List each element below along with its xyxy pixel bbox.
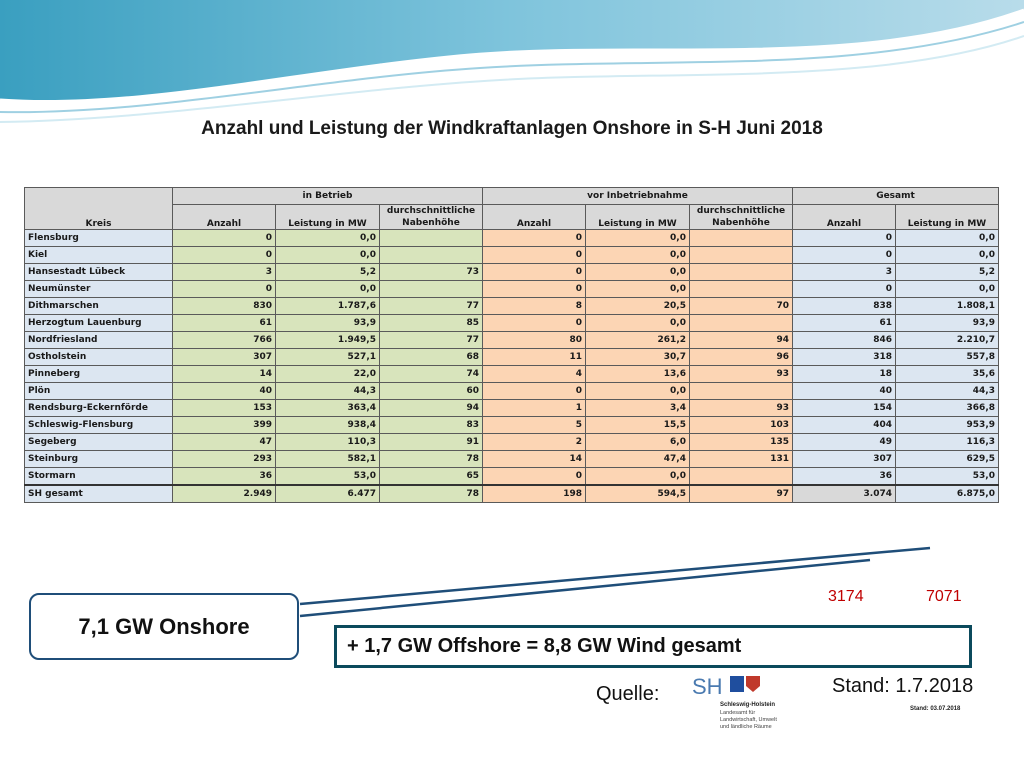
value-cell: 0 <box>793 247 896 264</box>
value-cell: 2 <box>483 434 586 451</box>
value-cell: 629,5 <box>896 451 999 468</box>
value-cell: 93,9 <box>896 315 999 332</box>
value-cell: 47,4 <box>586 451 690 468</box>
value-cell: 6.477 <box>276 485 380 503</box>
logo-org-line3: und ländliche Räume <box>720 724 772 730</box>
value-cell: 0,0 <box>896 247 999 264</box>
value-cell: 0,0 <box>586 264 690 281</box>
value-cell: 5,2 <box>896 264 999 281</box>
source-label: Quelle: <box>596 683 660 705</box>
onshore-summary-box <box>29 593 299 660</box>
value-cell: 103 <box>690 417 793 434</box>
table-row <box>25 315 999 332</box>
value-cell: 766 <box>173 332 276 349</box>
value-cell: 594,5 <box>586 485 690 503</box>
kreis-cell: SH gesamt <box>25 485 173 503</box>
value-cell: 40 <box>793 383 896 400</box>
value-cell: 91 <box>380 434 483 451</box>
table-row <box>25 451 999 468</box>
corrected-leistung: 7071 <box>926 588 962 605</box>
value-cell: 846 <box>793 332 896 349</box>
value-cell: 0 <box>173 281 276 298</box>
value-cell: 131 <box>690 451 793 468</box>
value-cell: 0 <box>483 468 586 486</box>
value-cell: 6,0 <box>586 434 690 451</box>
col-header: durchschnittliche Nabenhöhe <box>690 205 793 230</box>
value-cell: 70 <box>690 298 793 315</box>
col-header: durchschnittliche Nabenhöhe <box>380 205 483 230</box>
value-cell: 49 <box>793 434 896 451</box>
value-cell: 0 <box>173 247 276 264</box>
value-cell: 0 <box>483 315 586 332</box>
logo-org-line1: Landesamt für <box>720 710 756 716</box>
stand-date: Stand: 1.7.2018 <box>832 675 974 697</box>
value-cell: 36 <box>793 468 896 486</box>
table-row <box>25 366 999 383</box>
value-cell: 0 <box>483 264 586 281</box>
kreis-cell: Neumünster <box>25 281 173 298</box>
value-cell: 14 <box>483 451 586 468</box>
value-cell: 0 <box>793 281 896 298</box>
value-cell: 2.949 <box>173 485 276 503</box>
col-header: Anzahl <box>793 205 896 230</box>
kreis-cell: Nordfriesland <box>25 332 173 349</box>
value-cell: 36 <box>173 468 276 486</box>
kreis-cell: Herzogtum Lauenburg <box>25 315 173 332</box>
value-cell: 40 <box>173 383 276 400</box>
table-row <box>25 247 999 264</box>
value-cell: 135 <box>690 434 793 451</box>
logo-org-name: Schleswig-Holstein <box>720 702 776 708</box>
table-row <box>25 349 999 366</box>
table-row <box>25 230 999 247</box>
value-cell: 13,6 <box>586 366 690 383</box>
value-cell: 5,2 <box>276 264 380 281</box>
value-cell: 78 <box>380 485 483 503</box>
value-cell: 110,3 <box>276 434 380 451</box>
table-row <box>25 434 999 451</box>
kreis-cell: Schleswig-Flensburg <box>25 417 173 434</box>
value-cell: 60 <box>380 383 483 400</box>
kreis-cell: Segeberg <box>25 434 173 451</box>
table-row <box>25 383 999 400</box>
table-row <box>25 298 999 315</box>
value-cell: 0,0 <box>586 281 690 298</box>
value-cell: 366,8 <box>896 400 999 417</box>
value-cell: 73 <box>380 264 483 281</box>
value-cell: 96 <box>690 349 793 366</box>
kreis-cell: Rendsburg-Eckernförde <box>25 400 173 417</box>
value-cell: 0 <box>483 383 586 400</box>
value-cell: 293 <box>173 451 276 468</box>
value-cell: 14 <box>173 366 276 383</box>
value-cell: 94 <box>380 400 483 417</box>
value-cell: 1.949,5 <box>276 332 380 349</box>
value-cell: 0 <box>483 247 586 264</box>
value-cell: 3.074 <box>793 485 896 503</box>
value-cell: 0,0 <box>586 247 690 264</box>
value-cell: 153 <box>173 400 276 417</box>
value-cell: 47 <box>173 434 276 451</box>
value-cell: 0,0 <box>586 383 690 400</box>
value-cell: 18 <box>793 366 896 383</box>
page-title: Anzahl und Leistung der Windkraftanlagen Onshore in S-H Juni 2018 <box>201 118 823 139</box>
value-cell: 0 <box>173 230 276 247</box>
value-cell: 1.787,6 <box>276 298 380 315</box>
value-cell: 399 <box>173 417 276 434</box>
value-cell: 53,0 <box>276 468 380 486</box>
value-cell <box>380 247 483 264</box>
value-cell: 2.210,7 <box>896 332 999 349</box>
kreis-cell: Ostholstein <box>25 349 173 366</box>
kreis-cell: Pinneberg <box>25 366 173 383</box>
col-header: Leistung in MW <box>586 205 690 230</box>
kreis-cell: Dithmarschen <box>25 298 173 315</box>
value-cell: 93 <box>690 400 793 417</box>
value-cell: 307 <box>793 451 896 468</box>
value-cell: 30,7 <box>586 349 690 366</box>
value-cell: 0 <box>483 281 586 298</box>
table-row <box>25 264 999 281</box>
value-cell <box>380 230 483 247</box>
value-cell: 74 <box>380 366 483 383</box>
value-cell <box>690 264 793 281</box>
value-cell: 0,0 <box>276 281 380 298</box>
value-cell: 53,0 <box>896 468 999 486</box>
onshore-label: 7,1 GW Onshore <box>78 613 250 639</box>
table-row <box>25 400 999 417</box>
value-cell: 953,9 <box>896 417 999 434</box>
value-cell <box>690 230 793 247</box>
kreis-cell: Kiel <box>25 247 173 264</box>
value-cell: 582,1 <box>276 451 380 468</box>
kreis-cell: Stormarn <box>25 468 173 486</box>
col-header-kreis: Kreis <box>25 188 173 230</box>
logo-sh-text: SH <box>692 674 723 699</box>
col-header: Leistung in MW <box>276 205 380 230</box>
value-cell: 0,0 <box>586 230 690 247</box>
group-header-vor-inbetriebnahme: vor Inbetriebnahme <box>483 188 793 205</box>
col-header: Leistung in MW <box>896 205 999 230</box>
value-cell: 93 <box>690 366 793 383</box>
value-cell: 6.875,0 <box>896 485 999 503</box>
col-header: Anzahl <box>173 205 276 230</box>
value-cell <box>690 281 793 298</box>
value-cell: 83 <box>380 417 483 434</box>
value-cell <box>690 315 793 332</box>
value-cell: 5 <box>483 417 586 434</box>
value-cell: 116,3 <box>896 434 999 451</box>
value-cell: 363,4 <box>276 400 380 417</box>
value-cell: 77 <box>380 332 483 349</box>
value-cell: 0,0 <box>276 230 380 247</box>
value-cell: 15,5 <box>586 417 690 434</box>
value-cell: 838 <box>793 298 896 315</box>
corrected-anzahl: 3174 <box>828 588 864 605</box>
table-row <box>25 281 999 298</box>
offshore-label: + 1,7 GW Offshore = 8,8 GW Wind gesamt <box>347 635 742 657</box>
value-cell: 77 <box>380 298 483 315</box>
value-cell: 404 <box>793 417 896 434</box>
value-cell <box>690 383 793 400</box>
value-cell: 830 <box>173 298 276 315</box>
value-cell: 0,0 <box>896 230 999 247</box>
value-cell: 85 <box>380 315 483 332</box>
value-cell: 0 <box>483 230 586 247</box>
value-cell: 0,0 <box>586 315 690 332</box>
value-cell: 318 <box>793 349 896 366</box>
kreis-cell: Steinburg <box>25 451 173 468</box>
value-cell: 93,9 <box>276 315 380 332</box>
value-cell: 938,4 <box>276 417 380 434</box>
value-cell: 1.808,1 <box>896 298 999 315</box>
value-cell: 4 <box>483 366 586 383</box>
table-total-row <box>25 485 999 503</box>
value-cell: 0,0 <box>276 247 380 264</box>
logo-org-line2: Landwirtschaft, Umwelt <box>720 717 777 723</box>
value-cell: 0,0 <box>896 281 999 298</box>
table-row <box>25 468 999 486</box>
value-cell: 94 <box>690 332 793 349</box>
value-cell <box>690 247 793 264</box>
value-cell: 1 <box>483 400 586 417</box>
value-cell: 20,5 <box>586 298 690 315</box>
value-cell: 80 <box>483 332 586 349</box>
value-cell: 261,2 <box>586 332 690 349</box>
value-cell <box>380 281 483 298</box>
value-cell: 557,8 <box>896 349 999 366</box>
value-cell: 3,4 <box>586 400 690 417</box>
value-cell: 3 <box>173 264 276 281</box>
value-cell: 0 <box>793 230 896 247</box>
value-cell: 35,6 <box>896 366 999 383</box>
value-cell: 44,3 <box>896 383 999 400</box>
value-cell: 61 <box>173 315 276 332</box>
value-cell: 307 <box>173 349 276 366</box>
value-cell: 78 <box>380 451 483 468</box>
offshore-summary-box <box>334 625 972 668</box>
value-cell: 527,1 <box>276 349 380 366</box>
value-cell: 97 <box>690 485 793 503</box>
group-header-gesamt: Gesamt <box>793 188 999 205</box>
value-cell: 11 <box>483 349 586 366</box>
table-row <box>25 417 999 434</box>
value-cell: 198 <box>483 485 586 503</box>
value-cell: 8 <box>483 298 586 315</box>
wind-turbine-table <box>24 187 999 503</box>
kreis-cell: Hansestadt Lübeck <box>25 264 173 281</box>
value-cell: 3 <box>793 264 896 281</box>
logo-stand-small: Stand: 03.07.2018 <box>910 706 961 712</box>
value-cell: 68 <box>380 349 483 366</box>
value-cell: 154 <box>793 400 896 417</box>
table-row <box>25 332 999 349</box>
value-cell: 65 <box>380 468 483 486</box>
value-cell: 22,0 <box>276 366 380 383</box>
value-cell <box>690 468 793 486</box>
group-header-in-betrieb: in Betrieb <box>173 188 483 205</box>
value-cell: 44,3 <box>276 383 380 400</box>
kreis-cell: Plön <box>25 383 173 400</box>
col-header: Anzahl <box>483 205 586 230</box>
value-cell: 61 <box>793 315 896 332</box>
value-cell: 0,0 <box>586 468 690 486</box>
kreis-cell: Flensburg <box>25 230 173 247</box>
